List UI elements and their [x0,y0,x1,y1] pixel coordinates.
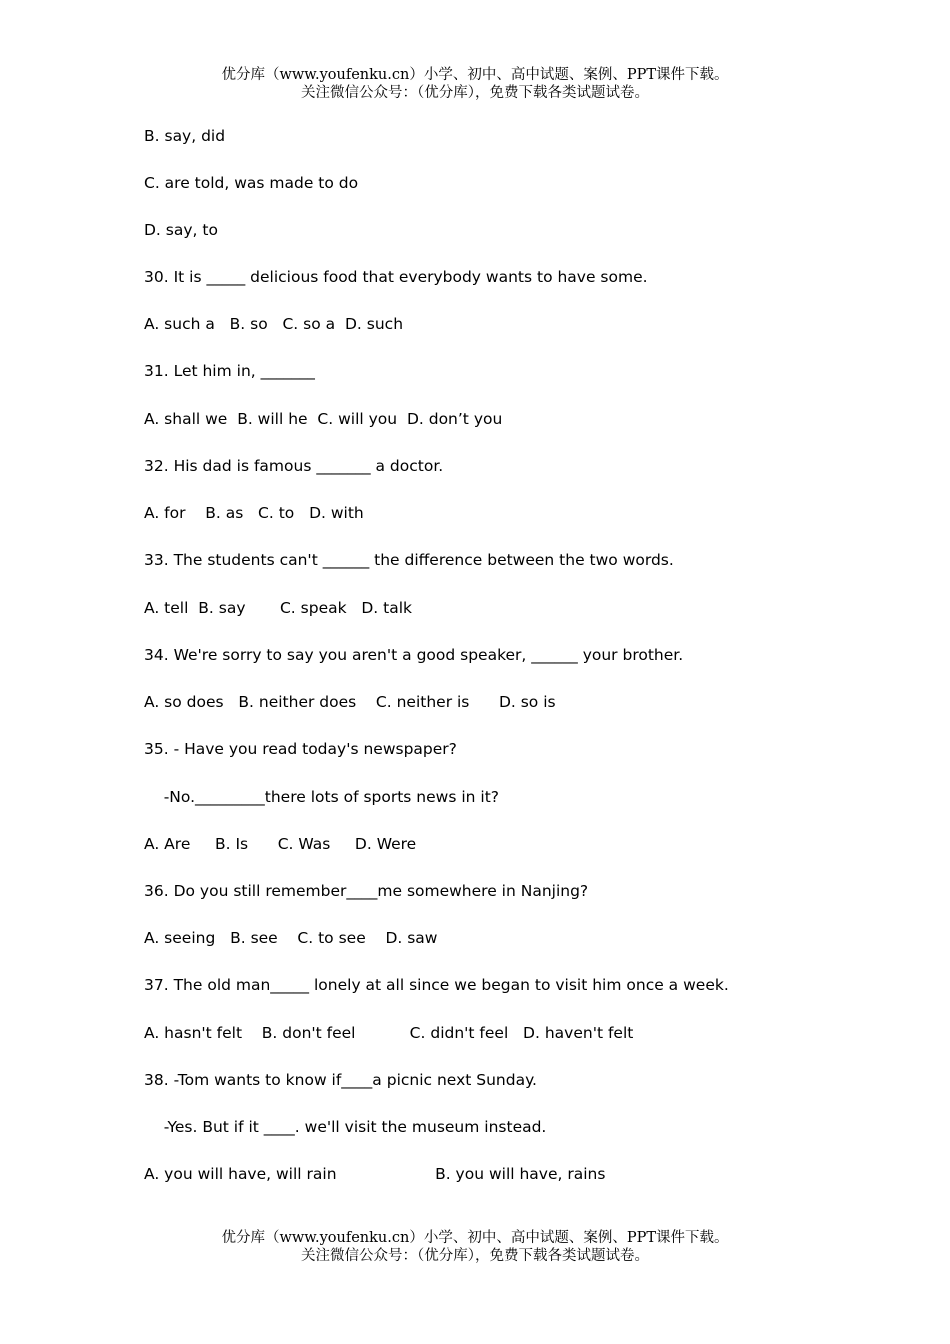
options-38: A. you will have, will rain B. you will have, rains [144,1165,606,1183]
question-35: 35. - Have you read today's newspaper? [144,740,457,758]
options-32: A. for B. as C. to D. with [144,504,364,522]
footer-line-1: 优分库（www.youfenku.cn）小学、初中、高中试题、案例、PPT课件下载。 [221,1230,729,1246]
question-35-reply: -No._________there lots of sports news in it? [144,788,500,806]
options-34: A. so does B. neither does C. neither is D. so is [144,693,556,711]
question-37: 37. The old man_____ lonely at all since we began to visit him once a week. [144,976,729,994]
options-36: A. seeing B. see C. to see D. saw [144,929,438,947]
option-line-c: C. are told, was made to do [144,174,359,192]
option-line-d: D. say, to [144,221,218,239]
page-footer [0,1229,950,1265]
option-line-b: B. say, did [144,127,226,145]
options-33: A. tell B. say C. speak D. talk [144,599,413,617]
footer-line-2: 关注微信公众号：（优分库），免费下载各类试题试卷。 [301,1248,649,1264]
question-30: 30. It is _____ delicious food that everybody wants to have some. [144,268,648,286]
options-30: A. such a B. so C. so a D. such [144,315,404,333]
question-33: 33. The students can't ______ the difference between the two words. [144,551,674,569]
question-36: 36. Do you still remember____me somewhere in Nanjing? [144,882,589,900]
question-32: 32. His dad is famous _______ a doctor. [144,457,444,475]
options-35: A. Are B. Is C. Was D. Were [144,835,417,853]
header-line-2: 关注微信公众号：（优分库），免费下载各类试题试卷。 [301,85,649,101]
question-38-reply: -Yes. But if it ____. we'll visit the museum instead. [144,1118,547,1136]
options-37: A. hasn't felt B. don't feel C. didn't feel D. haven't felt [144,1024,634,1042]
question-31: 31. Let him in, _______ [144,362,315,380]
question-38: 38. -Tom wants to know if____a picnic next Sunday. [144,1071,537,1089]
options-31: A. shall we B. will he C. will you D. don’t you [144,410,503,428]
header-line-1: 优分库（www.youfenku.cn）小学、初中、高中试题、案例、PPT课件下载。 [221,67,729,83]
page-header [0,66,950,102]
question-34: 34. We're sorry to say you aren't a good speaker, ______ your brother. [144,646,684,664]
